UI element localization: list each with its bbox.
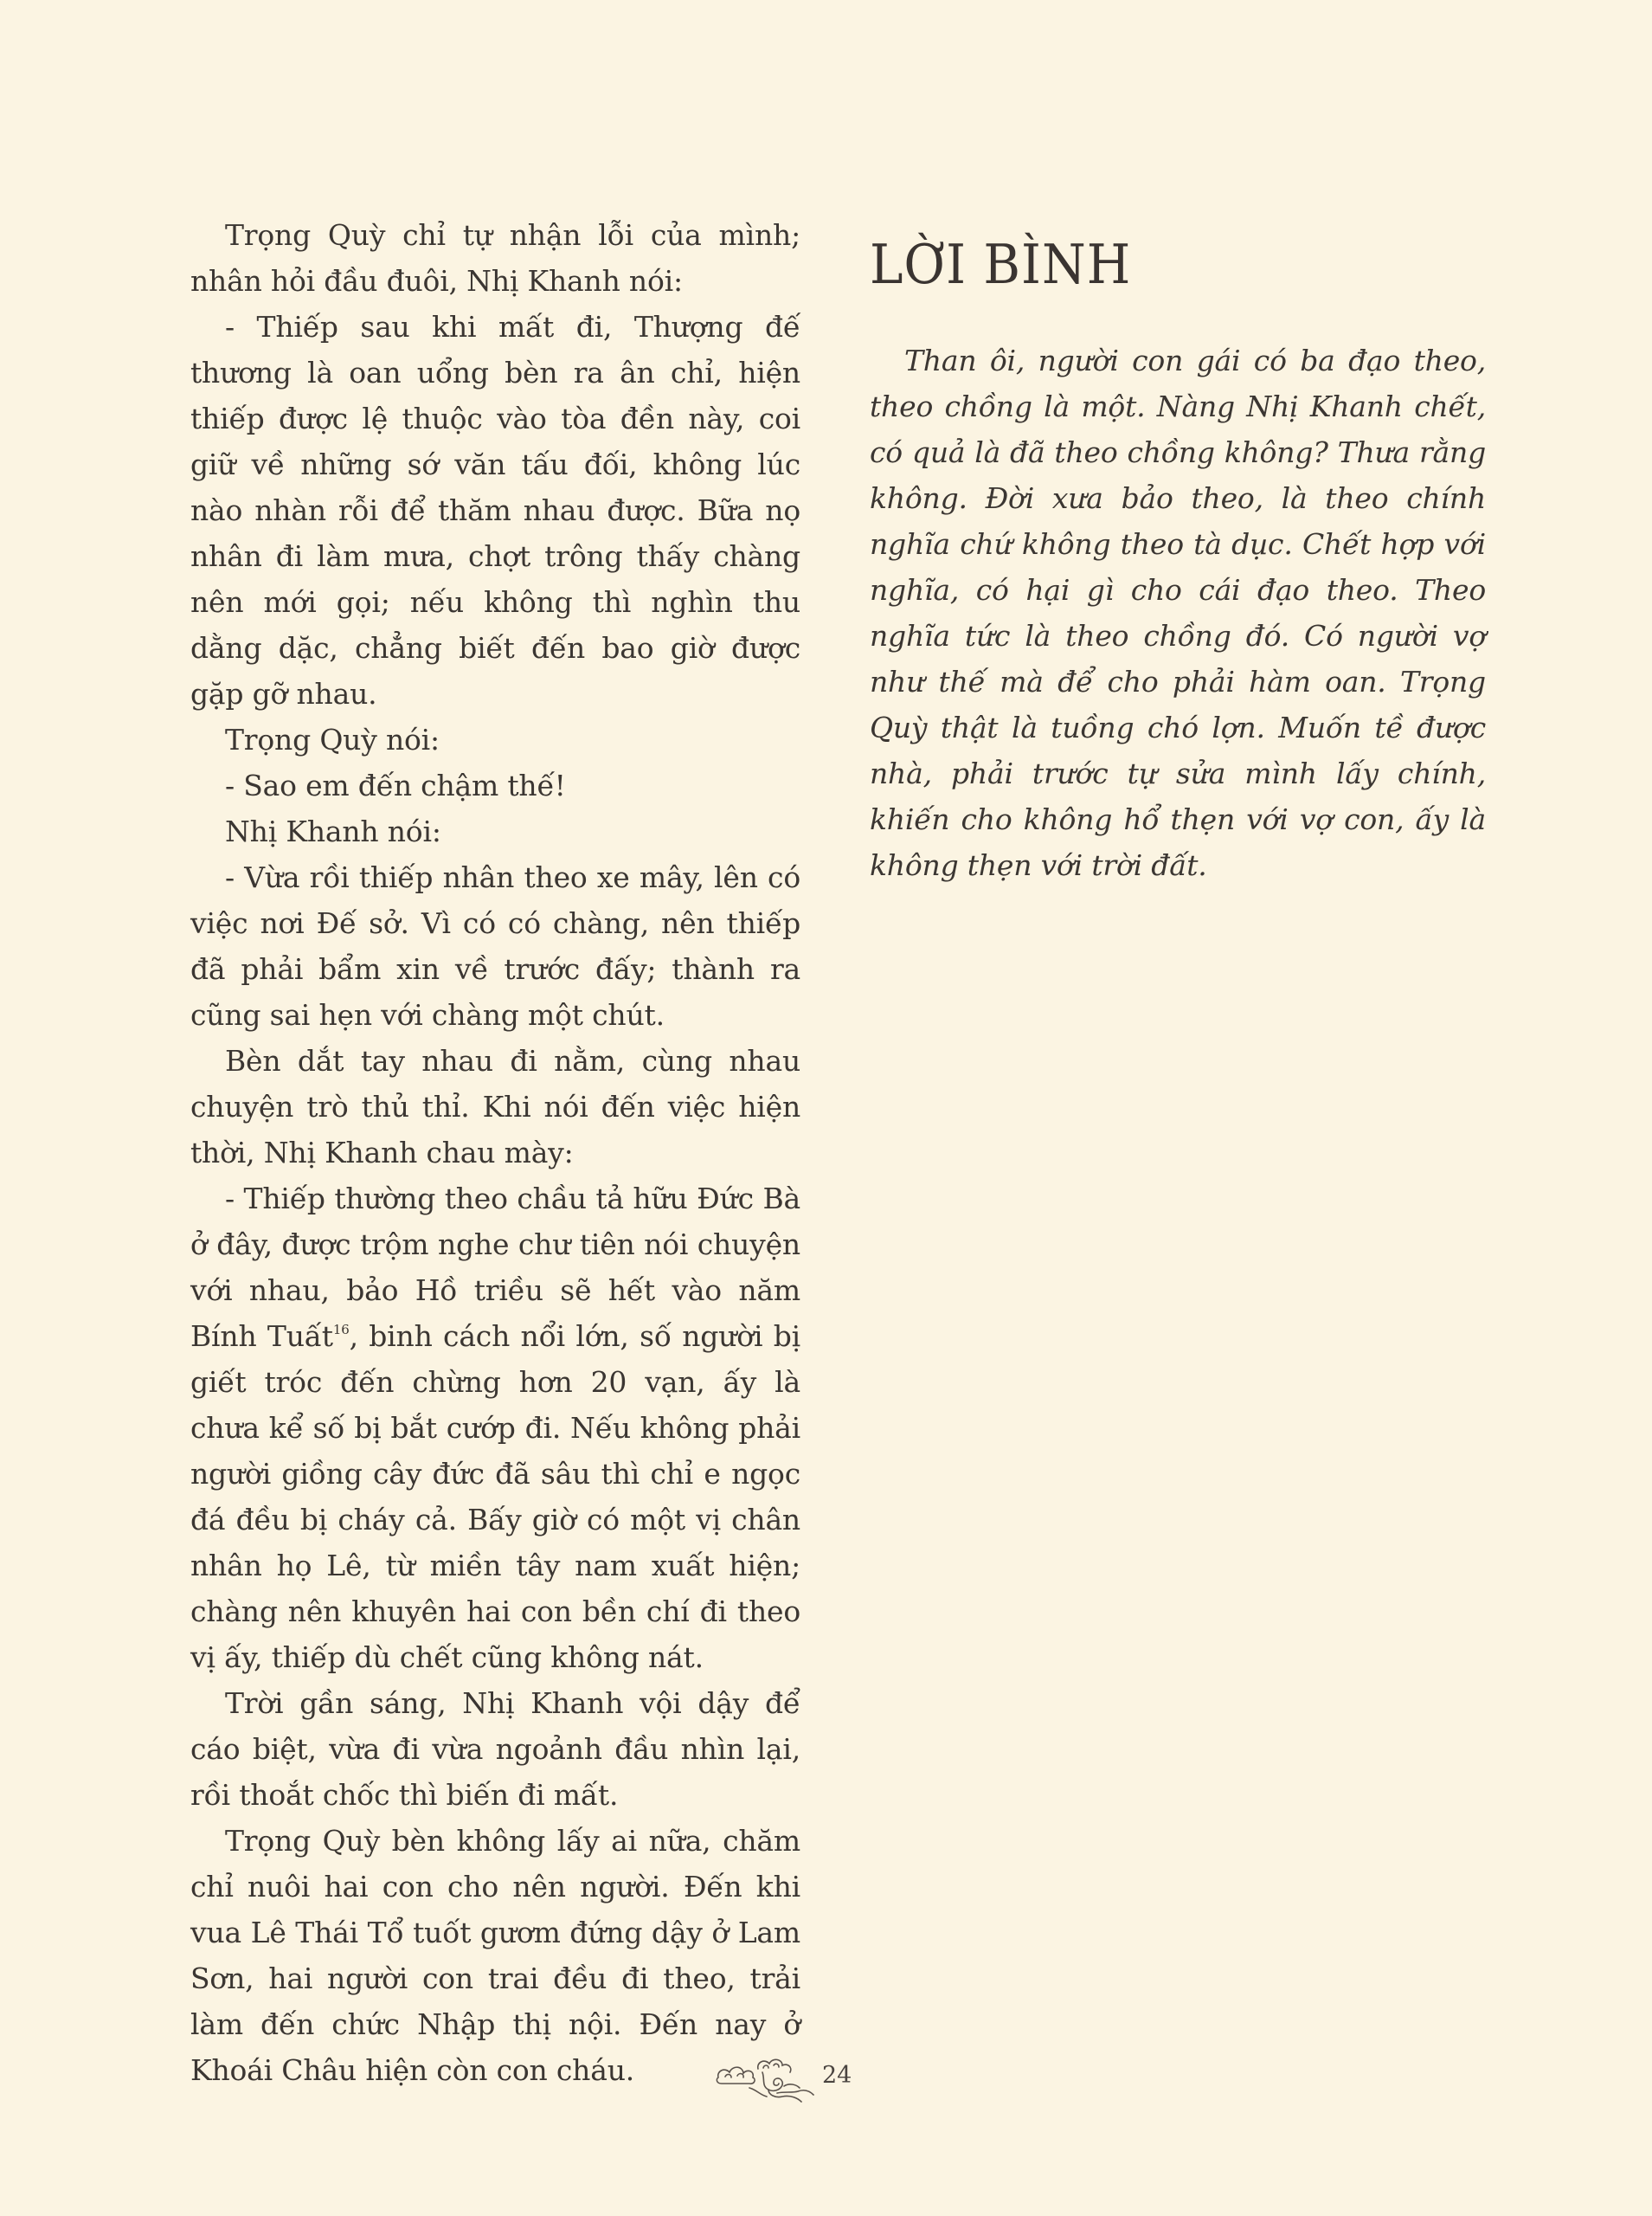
page-footer — [0, 2053, 1652, 2105]
commentary-heading: LỜI BÌNH — [870, 232, 1132, 296]
story-paragraph: - Sao em đến chậm thế! — [225, 769, 566, 802]
story-paragraph: Bèn dắt tay nhau đi nằm, cùng nhau chuyện trò thủ thỉ. Khi nói đến việc hiện thời, Nhị Khanh chau mày: — [190, 1044, 800, 1169]
story-paragraph: Trọng Quỳ bèn không lấy ai nữa, chăm chỉ nuôi hai con cho nên người. Đến khi vua Lê Thái Tổ tuốt gươm đứng dậy ở Lam Sơn, hai người con trai đều đi theo, trải làm đến chức Nhập thị nội. Đến nay ở Khoái Châu hiện còn con cháu. — [190, 1824, 800, 2087]
main-story-column — [190, 212, 800, 2093]
paragraph-text-before-footnote: - Thiếp thường theo chầu tả hữu Đức Bà ở đây, được trộm nghe chư tiên nói chuyện với nhau, bảo Hồ triều sẽ hết vào năm Bính Tuất — [190, 1182, 800, 1353]
footnote-marker[interactable]: 16 — [332, 1322, 350, 1337]
story-paragraph: Trọng Quỳ chỉ tự nhận lỗi của mình; nhân hỏi đầu đuôi, Nhị Khanh nói: — [190, 218, 800, 298]
page-number: 24 — [822, 2062, 852, 2089]
commentary-column — [870, 227, 1486, 888]
story-paragraph: - Vừa rồi thiếp nhân theo xe mây, lên có việc nơi Đế sở. Vì có có chàng, nên thiếp đã phải bẩm xin về trước đấy; thành ra cũng sai hẹn với chàng một chút. — [190, 860, 800, 1032]
story-paragraph — [190, 1176, 800, 1680]
paragraph-text-after-footnote: , binh cách nổi lớn, số người bị giết tróc đến chừng hơn 20 vạn, ấy là chưa kể số bị bắt cướp đi. Nếu không phải người giồng cây đức đã sâu thì chỉ e ngọc đá đều bị cháy cả. Bấy giờ có một vị chân nhân họ Lê, từ miền tây nam xuất hiện; chàng nên khuyên hai con bền chí đi theo vị ấy, thiếp dù chết cũng không nát. — [190, 1319, 800, 1674]
cloud-ornament-icon — [715, 2053, 817, 2105]
story-paragraph: Trọng Quỳ nói: — [225, 723, 440, 757]
commentary-text: Than ôi, người con gái có ba đạo theo, theo chồng là một. Nàng Nhị Khanh chết, có quả là đã theo chồng không? Thưa rằng không. Đời xưa bảo theo, là theo chính nghĩa chứ không theo tà dục. Chết hợp với nghĩa, có hại gì cho cái đạo theo. Theo nghĩa tức là theo chồng đó. Có người vợ như thế mà để cho phải hàm oan. Trọng Quỳ thật là tuồng chó lợn. Muốn tề được nhà, phải trước tự sửa mình lấy chính, khiến cho không hổ thẹn với vợ con, ấy là không thẹn với trời đất. — [870, 344, 1486, 882]
story-paragraph: Nhị Khanh nói: — [225, 815, 441, 848]
story-paragraph: Trời gần sáng, Nhị Khanh vội dậy để cáo biệt, vừa đi vừa ngoảnh đầu nhìn lại, rồi thoắt chốc thì biến đi mất. — [190, 1686, 800, 1812]
story-paragraph: - Thiếp sau khi mất đi, Thượng đế thương là oan uổng bèn ra ân chỉ, hiện thiếp được lệ thuộc vào tòa đền này, coi giữ về những sớ văn tấu đối, không lúc nào nhàn rỗi để thăm nhau được. Bữa nọ nhân đi làm mưa, chợt trông thấy chàng nên mới gọi; nếu không thì nghìn thu dằng dặc, chẳng biết đến bao giờ được gặp gỡ nhau. — [190, 310, 800, 711]
